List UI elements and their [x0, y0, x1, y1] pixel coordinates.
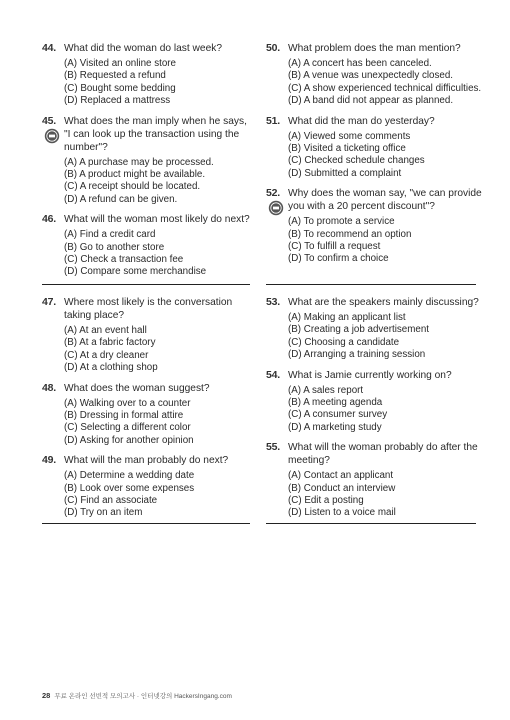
answer-option[interactable]: (C) Choosing a candidate: [288, 336, 400, 348]
answer-option[interactable]: (A) Find a credit card: [64, 229, 156, 241]
answer-option[interactable]: (A) A purchase may be processed.: [64, 156, 214, 168]
answer-option[interactable]: (A) Viewed some comments: [288, 130, 411, 142]
section2-right-column: [266, 296, 484, 527]
question-47: [42, 296, 254, 375]
question-52: [266, 187, 484, 266]
answer-option[interactable]: (B) A venue was unexpectedly closed.: [288, 70, 454, 82]
page-footer: [42, 691, 232, 700]
question-number: 53.: [266, 296, 280, 308]
answer-option[interactable]: (A) Making an applicant list: [288, 312, 406, 323]
question-number: 51.: [266, 114, 280, 127]
question-text: Why does the woman say, "we can provide you with a 20 percent discount"?: [288, 188, 482, 213]
section2-left-column: [42, 296, 254, 527]
footer-text: 무료 온라인 선빈적 모의고사 · 인터넷강의 HackersIngang.com: [54, 693, 232, 700]
answer-option[interactable]: (B) Visited a ticketing office: [288, 143, 406, 155]
question-49: [42, 454, 254, 520]
new-type-badge-icon: [44, 128, 60, 144]
answer-option[interactable]: (A) To promote a service: [288, 216, 395, 228]
question-55: [266, 441, 484, 520]
question-number: 47.: [42, 296, 56, 308]
section1-right-column: [266, 42, 484, 273]
question-number: 46.: [42, 213, 56, 226]
answer-option[interactable]: (B) Conduct an interview: [288, 482, 396, 494]
answer-option[interactable]: (A) At an event hall: [64, 325, 147, 336]
answer-option[interactable]: (D) Listen to a voice mail: [288, 507, 396, 519]
answer-option[interactable]: (C) A receipt should be located.: [64, 181, 201, 193]
answer-option[interactable]: (B) A product might be available.: [64, 169, 206, 181]
answer-option[interactable]: (A) A sales report: [288, 384, 364, 396]
question-text: What will the woman most likely do next?: [64, 214, 250, 226]
answer-option[interactable]: (B) Look over some expenses: [64, 482, 195, 494]
answer-option[interactable]: (B) To recommend an option: [288, 228, 412, 240]
answer-option[interactable]: (A) A concert has been canceled.: [288, 58, 432, 69]
answer-option[interactable]: (C) Bought some bedding: [64, 82, 176, 94]
question-text: What did the man do yesterday?: [288, 115, 435, 127]
answer-option[interactable]: (A) Walking over to a counter: [64, 397, 191, 409]
answer-option[interactable]: (B) Creating a job advertisement: [288, 324, 430, 336]
question-46: [42, 213, 254, 279]
question-54: [266, 369, 484, 435]
answer-option[interactable]: (D) Asking for another opinion: [64, 434, 194, 446]
answer-option[interactable]: (D) To confirm a choice: [288, 253, 389, 265]
answer-option[interactable]: (B) Go to another store: [64, 241, 165, 253]
answer-option[interactable]: (D) A marketing study: [288, 421, 382, 433]
answer-option[interactable]: (D) Compare some merchandise: [64, 266, 207, 278]
section-divider: [266, 284, 476, 285]
question-text: What are the speakers mainly discussing?: [288, 297, 479, 308]
answer-option[interactable]: (D) Replaced a mattress: [64, 95, 171, 107]
question-51: [266, 115, 484, 181]
question-text: What problem does the man mention?: [288, 43, 461, 54]
answer-option[interactable]: (C) At a dry cleaner: [64, 349, 149, 361]
answer-option[interactable]: (A) Visited an online store: [64, 58, 176, 69]
answer-option[interactable]: (C) Check a transaction fee: [64, 254, 184, 266]
answer-option[interactable]: (D) A refund can be given.: [64, 193, 178, 205]
question-text: What will the man probably do next?: [64, 455, 229, 467]
answer-option[interactable]: (B) At a fabric factory: [64, 337, 156, 349]
answer-option[interactable]: (C) Edit a posting: [288, 495, 364, 507]
page-number: 28: [42, 691, 51, 700]
question-text: What did the woman do last week?: [64, 43, 222, 54]
question-number: 48.: [42, 381, 56, 394]
question-number: 54.: [266, 368, 280, 381]
answer-option[interactable]: (B) A meeting agenda: [288, 397, 383, 409]
answer-option[interactable]: (C) To fulfill a request: [288, 241, 381, 253]
answer-option[interactable]: (A) Determine a wedding date: [64, 470, 195, 482]
answer-option[interactable]: (C) Checked schedule changes: [288, 155, 425, 167]
question-number: 52.: [266, 187, 280, 200]
question-number: 45.: [42, 114, 56, 127]
answer-option[interactable]: (C) Selecting a different color: [64, 422, 191, 434]
answer-option[interactable]: (A) Contact an applicant: [288, 470, 394, 482]
question-text: What does the man imply when he says, "I can look up the transaction using the number"?: [64, 115, 247, 153]
new-type-badge-icon: [268, 200, 284, 216]
question-44: [42, 42, 254, 108]
question-text: Where most likely is the conversation taking place?: [64, 297, 233, 321]
section-divider: [42, 284, 250, 285]
answer-option[interactable]: (D) A band did not appear as planned.: [288, 95, 454, 107]
question-number: 50.: [266, 42, 280, 54]
answer-option[interactable]: (D) At a clothing shop: [64, 362, 158, 374]
answer-option[interactable]: (C) Find an associate: [64, 495, 158, 507]
question-text: What does the woman suggest?: [64, 382, 210, 394]
answer-option[interactable]: (D) Submitted a complaint: [288, 167, 402, 179]
question-number: 49.: [42, 454, 56, 467]
section-divider: [42, 523, 250, 524]
section1-left-column: [42, 42, 254, 286]
answer-option[interactable]: (C) A show experienced technical difficulties.: [288, 82, 482, 94]
question-number: 55.: [266, 441, 280, 454]
question-48: [42, 382, 254, 448]
section-divider: [266, 523, 476, 524]
question-number: 44.: [42, 42, 56, 54]
answer-option[interactable]: (C) A consumer survey: [288, 409, 388, 421]
question-45: [42, 115, 254, 207]
answer-option[interactable]: (B) Requested a refund: [64, 70, 166, 82]
answer-option[interactable]: (B) Dressing in formal attire: [64, 410, 184, 422]
question-text: What is Jamie currently working on?: [288, 369, 452, 381]
question-50: [266, 42, 484, 108]
answer-option[interactable]: (D) Try on an item: [64, 507, 143, 519]
question-text: What will the woman probably do after the meeting?: [288, 442, 478, 467]
answer-option[interactable]: (D) Arranging a training session: [288, 349, 426, 361]
question-53: [266, 296, 484, 362]
